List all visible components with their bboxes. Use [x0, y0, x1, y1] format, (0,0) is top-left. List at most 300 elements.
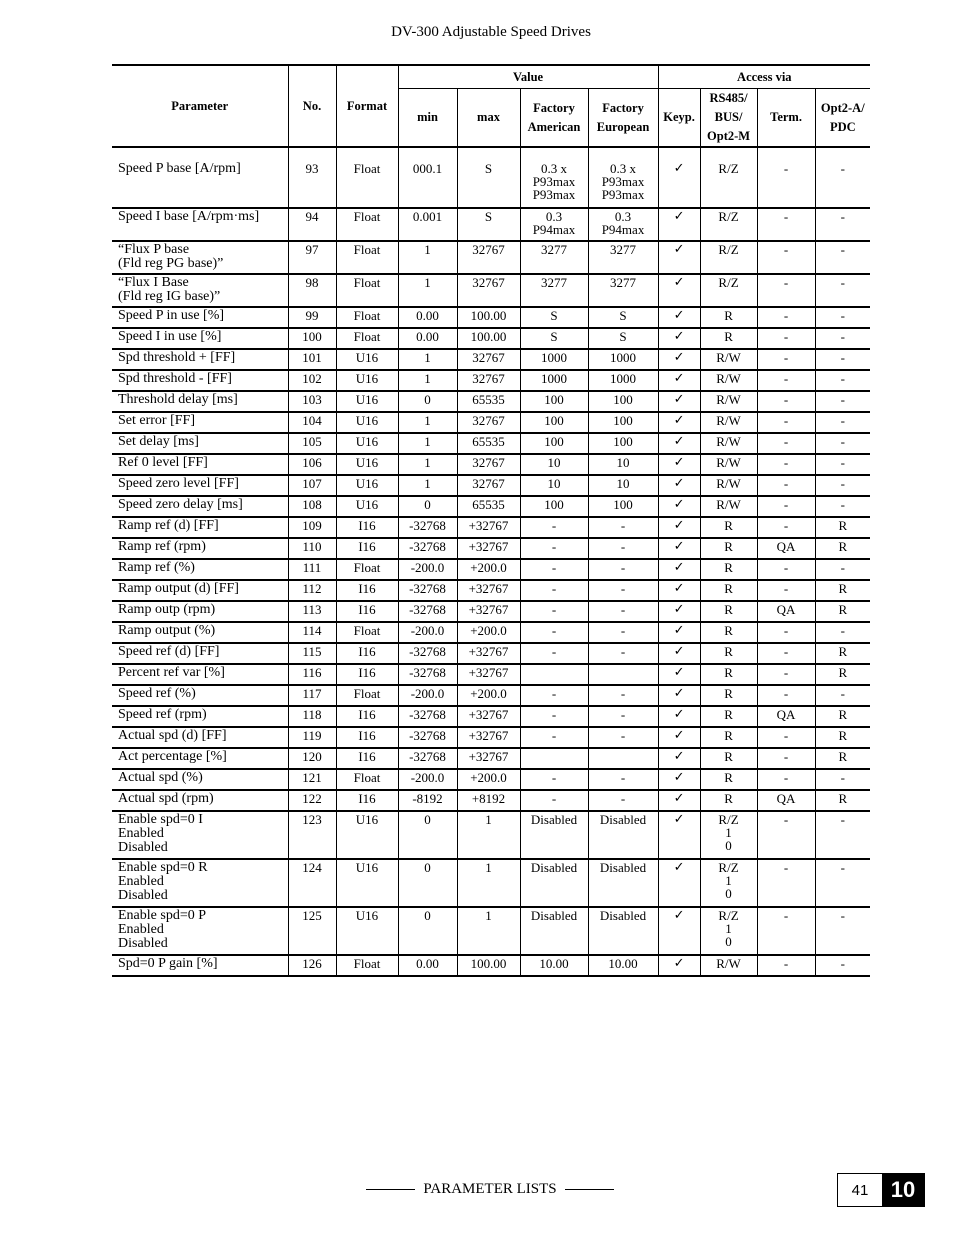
format-cell: U16: [336, 433, 398, 454]
table-row: [112, 307, 870, 328]
rs485-cell: R/Z 1 0: [700, 859, 757, 907]
factory-european-cell: -: [588, 622, 658, 643]
param-cell: Enable spd=0 P Enabled Disabled: [112, 907, 288, 955]
no-cell: 118: [288, 706, 336, 727]
opt2a-cell: -: [815, 907, 870, 955]
term-cell: QA: [757, 790, 815, 811]
opt2a-cell: -: [815, 475, 870, 496]
term-cell: -: [757, 349, 815, 370]
rs485-cell: R: [700, 790, 757, 811]
factory-european-cell: -: [588, 685, 658, 706]
opt2a-cell: R: [815, 643, 870, 664]
rs485-cell: R/W: [700, 454, 757, 475]
rs485-cell: R: [700, 769, 757, 790]
keypad-check-icon: ✓: [658, 685, 700, 706]
rs485-cell: R/W: [700, 496, 757, 517]
table-row: [112, 907, 870, 955]
term-cell: -: [757, 907, 815, 955]
param-cell: Spd threshold - [FF]: [112, 370, 288, 391]
table-row: [112, 517, 870, 538]
format-cell: I16: [336, 664, 398, 685]
term-cell: -: [757, 208, 815, 241]
min-cell: 0: [398, 496, 457, 517]
term-cell: -: [757, 328, 815, 349]
keypad-check-icon: ✓: [658, 748, 700, 769]
keypad-check-icon: ✓: [658, 475, 700, 496]
table-header: [112, 65, 870, 147]
factory-american-cell: 1000: [520, 370, 588, 391]
keypad-check-icon: ✓: [658, 454, 700, 475]
factory-european-cell: 0.3 P94max: [588, 208, 658, 241]
no-cell: 116: [288, 664, 336, 685]
min-cell: 1: [398, 241, 457, 274]
table-body: [112, 147, 870, 976]
rs485-cell: R/Z: [700, 208, 757, 241]
opt2a-cell: -: [815, 859, 870, 907]
table-row: [112, 622, 870, 643]
min-cell: 1: [398, 433, 457, 454]
footer-rule-left: [366, 1189, 415, 1190]
rs485-cell: R: [700, 706, 757, 727]
format-cell: Float: [336, 955, 398, 976]
no-cell: 124: [288, 859, 336, 907]
opt2a-cell: -: [815, 328, 870, 349]
format-cell: I16: [336, 748, 398, 769]
factory-american-cell: 10: [520, 475, 588, 496]
opt2a-cell: R: [815, 748, 870, 769]
table-row: [112, 769, 870, 790]
param-cell: Speed zero level [FF]: [112, 475, 288, 496]
opt2a-cell: -: [815, 307, 870, 328]
max-cell: 32767: [457, 454, 520, 475]
table-row: [112, 727, 870, 748]
keypad-check-icon: ✓: [658, 859, 700, 907]
document-title: DV-300 Adjustable Speed Drives: [391, 24, 591, 40]
max-cell: 1: [457, 907, 520, 955]
no-cell: 105: [288, 433, 336, 454]
factory-european-cell: 3277: [588, 274, 658, 307]
factory-american-cell: -: [520, 559, 588, 580]
keypad-check-icon: ✓: [658, 370, 700, 391]
factory-american-cell: Disabled: [520, 811, 588, 859]
min-cell: 1: [398, 475, 457, 496]
min-cell: -32768: [398, 601, 457, 622]
param-cell: Ramp ref (rpm): [112, 538, 288, 559]
param-cell: Spd=0 P gain [%]: [112, 955, 288, 976]
max-cell: +32767: [457, 706, 520, 727]
rs485-cell: R/W: [700, 349, 757, 370]
format-cell: U16: [336, 370, 398, 391]
keypad-check-icon: ✓: [658, 161, 700, 208]
table-row: [112, 685, 870, 706]
keypad-check-icon: ✓: [658, 307, 700, 328]
table-row: [112, 241, 870, 274]
keypad-check-icon: ✓: [658, 559, 700, 580]
header-access-via: Access via: [658, 65, 870, 89]
term-cell: -: [757, 241, 815, 274]
min-cell: -32768: [398, 727, 457, 748]
opt2a-cell: R: [815, 727, 870, 748]
opt2a-cell: R: [815, 517, 870, 538]
no-cell: 122: [288, 790, 336, 811]
min-cell: -32768: [398, 517, 457, 538]
no-cell: 113: [288, 601, 336, 622]
factory-european-cell: -: [588, 601, 658, 622]
format-cell: Float: [336, 161, 398, 208]
format-cell: Float: [336, 274, 398, 307]
min-cell: 0: [398, 859, 457, 907]
rs485-cell: R: [700, 580, 757, 601]
no-cell: 115: [288, 643, 336, 664]
no-cell: 100: [288, 328, 336, 349]
no-cell: 104: [288, 412, 336, 433]
min-cell: 0.00: [398, 307, 457, 328]
keypad-check-icon: ✓: [658, 811, 700, 859]
format-cell: I16: [336, 790, 398, 811]
min-cell: 0.00: [398, 955, 457, 976]
term-cell: -: [757, 955, 815, 976]
rs485-cell: R/W: [700, 412, 757, 433]
table-row: [112, 496, 870, 517]
min-cell: -32768: [398, 706, 457, 727]
no-cell: 114: [288, 622, 336, 643]
no-cell: 93: [288, 161, 336, 208]
factory-american-cell: 0.3 P94max: [520, 208, 588, 241]
format-cell: U16: [336, 811, 398, 859]
max-cell: 65535: [457, 433, 520, 454]
factory-american-cell: 100: [520, 496, 588, 517]
header-format: Format: [336, 65, 398, 147]
term-cell: -: [757, 274, 815, 307]
param-cell: Speed ref (%): [112, 685, 288, 706]
opt2a-cell: R: [815, 580, 870, 601]
header-opt2a: Opt2-A/ PDC: [815, 89, 870, 148]
rs485-cell: R: [700, 307, 757, 328]
param-cell: Act percentage [%]: [112, 748, 288, 769]
rs485-cell: R: [700, 664, 757, 685]
opt2a-cell: -: [815, 496, 870, 517]
factory-american-cell: -: [520, 769, 588, 790]
param-cell: Set error [FF]: [112, 412, 288, 433]
no-cell: 117: [288, 685, 336, 706]
max-cell: 100.00: [457, 307, 520, 328]
header-factory-european: Factory European: [588, 89, 658, 148]
keypad-check-icon: ✓: [658, 433, 700, 454]
opt2a-cell: -: [815, 349, 870, 370]
min-cell: -32768: [398, 664, 457, 685]
max-cell: S: [457, 161, 520, 208]
format-cell: U16: [336, 412, 398, 433]
no-cell: 111: [288, 559, 336, 580]
term-cell: QA: [757, 706, 815, 727]
term-cell: -: [757, 307, 815, 328]
opt2a-cell: -: [815, 811, 870, 859]
footer-section: PARAMETER LISTS: [423, 1181, 557, 1197]
no-cell: 106: [288, 454, 336, 475]
min-cell: 1: [398, 454, 457, 475]
format-cell: Float: [336, 307, 398, 328]
rs485-cell: R/W: [700, 391, 757, 412]
rs485-cell: R: [700, 643, 757, 664]
term-cell: -: [757, 454, 815, 475]
keypad-check-icon: ✓: [658, 727, 700, 748]
format-cell: U16: [336, 349, 398, 370]
keypad-check-icon: ✓: [658, 706, 700, 727]
rs485-cell: R/Z 1 0: [700, 811, 757, 859]
factory-american-cell: -: [520, 538, 588, 559]
max-cell: S: [457, 208, 520, 241]
max-cell: +32767: [457, 643, 520, 664]
max-cell: +32767: [457, 517, 520, 538]
opt2a-cell: -: [815, 769, 870, 790]
no-cell: 119: [288, 727, 336, 748]
min-cell: 0.001: [398, 208, 457, 241]
factory-american-cell: 100: [520, 433, 588, 454]
footer-rule-right: [565, 1189, 614, 1190]
rs485-cell: R: [700, 538, 757, 559]
term-cell: -: [757, 412, 815, 433]
min-cell: 0: [398, 907, 457, 955]
format-cell: U16: [336, 907, 398, 955]
factory-american-cell: 100: [520, 391, 588, 412]
rs485-cell: R: [700, 622, 757, 643]
header-keyp: Keyp.: [658, 89, 700, 148]
max-cell: +32767: [457, 601, 520, 622]
term-cell: -: [757, 580, 815, 601]
factory-american-cell: Disabled: [520, 859, 588, 907]
param-cell: Ramp outp (rpm): [112, 601, 288, 622]
factory-american-cell: S: [520, 328, 588, 349]
header-term: Term.: [757, 89, 815, 148]
keypad-check-icon: ✓: [658, 790, 700, 811]
factory-european-cell: -: [588, 706, 658, 727]
factory-european-cell: -: [588, 559, 658, 580]
term-cell: -: [757, 859, 815, 907]
factory-european-cell: Disabled: [588, 811, 658, 859]
opt2a-cell: R: [815, 601, 870, 622]
factory-european-cell: 10.00: [588, 955, 658, 976]
table-row: [112, 370, 870, 391]
param-cell: Speed I in use [%]: [112, 328, 288, 349]
factory-american-cell: 0.3 x P93max P93max: [520, 161, 588, 208]
param-cell: Ramp output (d) [FF]: [112, 580, 288, 601]
factory-european-cell: 100: [588, 433, 658, 454]
max-cell: 32767: [457, 412, 520, 433]
no-cell: 103: [288, 391, 336, 412]
factory-american-cell: S: [520, 307, 588, 328]
no-cell: 109: [288, 517, 336, 538]
term-cell: -: [757, 748, 815, 769]
min-cell: 0: [398, 811, 457, 859]
table-row: [112, 559, 870, 580]
opt2a-cell: -: [815, 370, 870, 391]
keypad-check-icon: ✓: [658, 643, 700, 664]
opt2a-cell: -: [815, 208, 870, 241]
max-cell: 32767: [457, 475, 520, 496]
keypad-check-icon: ✓: [658, 517, 700, 538]
no-cell: 126: [288, 955, 336, 976]
max-cell: 100.00: [457, 328, 520, 349]
header-max: max: [457, 89, 520, 148]
param-cell: Percent ref var [%]: [112, 664, 288, 685]
max-cell: 32767: [457, 241, 520, 274]
format-cell: U16: [336, 391, 398, 412]
header-rs485: RS485/ BUS/ Opt2-M: [700, 89, 757, 148]
max-cell: +200.0: [457, 685, 520, 706]
term-cell: -: [757, 769, 815, 790]
no-cell: 99: [288, 307, 336, 328]
no-cell: 101: [288, 349, 336, 370]
rs485-cell: R: [700, 601, 757, 622]
term-cell: -: [757, 517, 815, 538]
table-row: [112, 328, 870, 349]
factory-american-cell: 3277: [520, 274, 588, 307]
no-cell: 98: [288, 274, 336, 307]
factory-european-cell: 1000: [588, 349, 658, 370]
factory-american-cell: [520, 748, 588, 769]
max-cell: +200.0: [457, 559, 520, 580]
opt2a-cell: -: [815, 955, 870, 976]
table-row: [112, 538, 870, 559]
param-cell: Ramp ref (d) [FF]: [112, 517, 288, 538]
term-cell: -: [757, 433, 815, 454]
factory-american-cell: -: [520, 685, 588, 706]
factory-american-cell: Disabled: [520, 907, 588, 955]
format-cell: U16: [336, 454, 398, 475]
term-cell: -: [757, 559, 815, 580]
keypad-check-icon: ✓: [658, 955, 700, 976]
table-row: [112, 748, 870, 769]
keypad-check-icon: ✓: [658, 538, 700, 559]
rs485-cell: R: [700, 559, 757, 580]
factory-american-cell: -: [520, 622, 588, 643]
table-row: [112, 454, 870, 475]
page-number-box: [837, 1173, 925, 1207]
opt2a-cell: -: [815, 412, 870, 433]
param-cell: “Flux P base (Fld reg PG base)”: [112, 241, 288, 274]
table-row: [112, 349, 870, 370]
opt2a-cell: -: [815, 559, 870, 580]
format-cell: Float: [336, 685, 398, 706]
factory-european-cell: 1000: [588, 370, 658, 391]
rs485-cell: R: [700, 685, 757, 706]
opt2a-cell: -: [815, 241, 870, 274]
term-cell: -: [757, 622, 815, 643]
footer: [366, 1181, 614, 1198]
table-row: [112, 955, 870, 976]
min-cell: 000.1: [398, 161, 457, 208]
header-factory-american: Factory American: [520, 89, 588, 148]
param-cell: Speed I base [A/rpm·ms]: [112, 208, 288, 241]
table-row: [112, 412, 870, 433]
format-cell: I16: [336, 580, 398, 601]
rs485-cell: R/W: [700, 955, 757, 976]
keypad-check-icon: ✓: [658, 907, 700, 955]
param-cell: Ramp output (%): [112, 622, 288, 643]
min-cell: -200.0: [398, 559, 457, 580]
no-cell: 123: [288, 811, 336, 859]
opt2a-cell: R: [815, 664, 870, 685]
rs485-cell: R/W: [700, 475, 757, 496]
factory-american-cell: -: [520, 643, 588, 664]
param-cell: Actual spd (d) [FF]: [112, 727, 288, 748]
factory-american-cell: -: [520, 517, 588, 538]
no-cell: 121: [288, 769, 336, 790]
no-cell: 108: [288, 496, 336, 517]
table-row: [112, 859, 870, 907]
factory-american-cell: -: [520, 727, 588, 748]
min-cell: 1: [398, 274, 457, 307]
max-cell: 32767: [457, 274, 520, 307]
no-cell: 97: [288, 241, 336, 274]
min-cell: -200.0: [398, 769, 457, 790]
header-parameter: Parameter: [171, 98, 229, 113]
factory-european-cell: 10: [588, 475, 658, 496]
min-cell: -32768: [398, 748, 457, 769]
rs485-cell: R/W: [700, 370, 757, 391]
table-row: [112, 790, 870, 811]
rs485-cell: R: [700, 328, 757, 349]
table-row: [112, 391, 870, 412]
rs485-cell: R: [700, 748, 757, 769]
param-cell: Set delay [ms]: [112, 433, 288, 454]
min-cell: -32768: [398, 538, 457, 559]
max-cell: 100.00: [457, 955, 520, 976]
no-cell: 120: [288, 748, 336, 769]
min-cell: -200.0: [398, 685, 457, 706]
factory-european-cell: -: [588, 580, 658, 601]
max-cell: 1: [457, 811, 520, 859]
param-cell: Enable spd=0 R Enabled Disabled: [112, 859, 288, 907]
factory-american-cell: -: [520, 706, 588, 727]
keypad-check-icon: ✓: [658, 391, 700, 412]
max-cell: +32767: [457, 748, 520, 769]
keypad-check-icon: ✓: [658, 412, 700, 433]
format-cell: I16: [336, 727, 398, 748]
factory-american-cell: 1000: [520, 349, 588, 370]
factory-european-cell: S: [588, 307, 658, 328]
factory-american-cell: -: [520, 790, 588, 811]
factory-american-cell: [520, 664, 588, 685]
opt2a-cell: -: [815, 391, 870, 412]
opt2a-cell: R: [815, 790, 870, 811]
opt2a-cell: -: [815, 161, 870, 208]
term-cell: QA: [757, 538, 815, 559]
factory-american-cell: 100: [520, 412, 588, 433]
keypad-check-icon: ✓: [658, 664, 700, 685]
term-cell: -: [757, 727, 815, 748]
keypad-check-icon: ✓: [658, 496, 700, 517]
param-cell: Speed P in use [%]: [112, 307, 288, 328]
term-cell: -: [757, 161, 815, 208]
factory-european-cell: -: [588, 769, 658, 790]
max-cell: +32767: [457, 538, 520, 559]
factory-european-cell: 100: [588, 496, 658, 517]
min-cell: 0.00: [398, 328, 457, 349]
page-number: 41: [851, 1181, 869, 1199]
rs485-cell: R/Z 1 0: [700, 907, 757, 955]
no-cell: 125: [288, 907, 336, 955]
factory-european-cell: [588, 748, 658, 769]
table-row: [112, 433, 870, 454]
term-cell: QA: [757, 601, 815, 622]
max-cell: +200.0: [457, 622, 520, 643]
factory-european-cell: -: [588, 517, 658, 538]
factory-european-cell: Disabled: [588, 907, 658, 955]
opt2a-cell: R: [815, 538, 870, 559]
format-cell: Float: [336, 769, 398, 790]
param-cell: Spd threshold + [FF]: [112, 349, 288, 370]
